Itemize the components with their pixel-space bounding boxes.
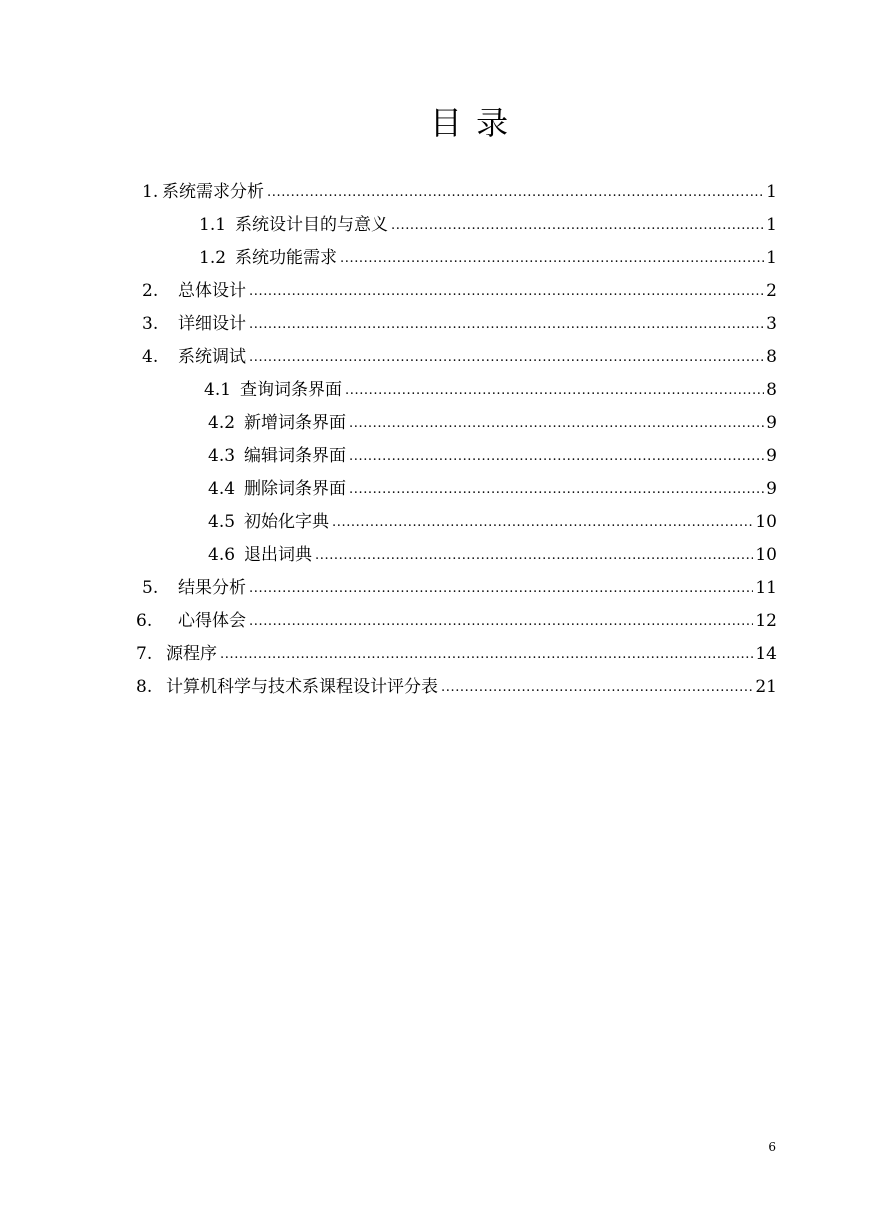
toc-entry-page: 9: [766, 446, 777, 466]
toc-entry-label: 结果分析: [178, 578, 246, 598]
toc-entry-number: 4.1: [204, 380, 232, 400]
toc-entry-label: 计算机科学与技术系课程设计评分表: [166, 677, 438, 697]
toc-entry-label: 初始化字典: [244, 512, 329, 532]
dot-leader: [249, 346, 764, 368]
toc-entry[interactable]: [204, 369, 777, 401]
toc-entry-page: 8: [766, 380, 777, 400]
toc-entry-label: 删除词条界面: [244, 479, 346, 499]
toc-entry-number: 1.1: [199, 215, 227, 235]
toc-entry-number: 1.2: [199, 248, 227, 268]
dot-leader: [340, 247, 764, 269]
dot-leader: [220, 643, 753, 665]
dot-leader: [332, 511, 753, 533]
toc-entry[interactable]: [142, 567, 777, 599]
dot-leader: [349, 478, 764, 500]
toc-entry[interactable]: [142, 171, 777, 203]
toc-entry-number: 4.5: [208, 512, 236, 532]
toc-entry-label: 心得体会: [178, 611, 246, 631]
toc-entry[interactable]: [142, 336, 777, 368]
toc-entry-page: 14: [755, 644, 777, 664]
toc-entry-number: 4.3: [208, 446, 236, 466]
toc-entry-page: 3: [766, 314, 777, 334]
toc-entry-page: 11: [755, 578, 777, 598]
dot-leader: [249, 577, 753, 599]
toc-entry-number: 8.: [136, 677, 153, 697]
toc-entry-number: 4.4: [208, 479, 236, 499]
toc-entry-label: 源程序: [166, 644, 217, 664]
toc-entry[interactable]: [208, 468, 777, 500]
toc-entry[interactable]: [208, 501, 777, 533]
toc-entry-number: 4.: [142, 347, 159, 367]
dot-leader: [441, 676, 753, 698]
toc-entry-label: 编辑词条界面: [244, 446, 346, 466]
toc-entry-page: 12: [755, 611, 777, 631]
page-number: 6: [768, 1140, 776, 1154]
toc-entry[interactable]: [199, 204, 777, 236]
toc-entry-page: 9: [766, 479, 777, 499]
toc-entry-page: 1: [766, 215, 777, 235]
toc-entry[interactable]: [142, 270, 777, 302]
toc-entry-number: 1.: [142, 182, 159, 202]
toc-entry-label: 详细设计: [178, 314, 246, 334]
toc-entry-label: 退出词典: [244, 545, 312, 565]
dot-leader: [345, 379, 764, 401]
toc-entry[interactable]: [136, 633, 777, 665]
toc-entry-label: 系统调试: [178, 347, 246, 367]
toc-entry-label: 总体设计: [178, 281, 246, 301]
dot-leader: [349, 445, 764, 467]
toc-entry-number: 4.6: [208, 545, 236, 565]
toc-entry-page: 10: [755, 545, 777, 565]
toc-title: 目 录: [429, 104, 511, 142]
toc-entry-label: 查询词条界面: [240, 380, 342, 400]
toc-entry[interactable]: [136, 600, 777, 632]
toc-entry-label: 新增词条界面: [244, 413, 346, 433]
toc-entry-number: 3.: [142, 314, 159, 334]
dot-leader: [267, 181, 764, 203]
dot-leader: [315, 544, 753, 566]
toc-entry-page: 1: [766, 248, 777, 268]
toc-entry-page: 10: [755, 512, 777, 532]
dot-leader: [249, 313, 764, 335]
toc-entry-page: 2: [766, 281, 777, 301]
toc-entry[interactable]: [208, 402, 777, 434]
toc-entry-page: 1: [766, 182, 777, 202]
toc-entry-number: 7.: [136, 644, 153, 664]
toc-entry[interactable]: [199, 237, 777, 269]
toc-entry[interactable]: [208, 534, 777, 566]
toc-entry-page: 21: [755, 677, 777, 697]
toc-entry-page: 9: [766, 413, 777, 433]
toc-entry-number: 4.2: [208, 413, 236, 433]
dot-leader: [249, 610, 753, 632]
toc-entry-label: 系统设计目的与意义: [235, 215, 388, 235]
toc-entry-number: 5.: [142, 578, 159, 598]
toc-entry-number: 2.: [142, 281, 159, 301]
toc-entry-page: 8: [766, 347, 777, 367]
toc-entry[interactable]: [142, 303, 777, 335]
toc-entry[interactable]: [208, 435, 777, 467]
toc-entry-label: 系统功能需求: [235, 248, 337, 268]
toc-entry-number: 6.: [136, 611, 153, 631]
toc-entry-label: 系统需求分析: [162, 182, 264, 202]
toc-entry[interactable]: [136, 666, 777, 698]
dot-leader: [391, 214, 764, 236]
dot-leader: [349, 412, 764, 434]
dot-leader: [249, 280, 764, 302]
